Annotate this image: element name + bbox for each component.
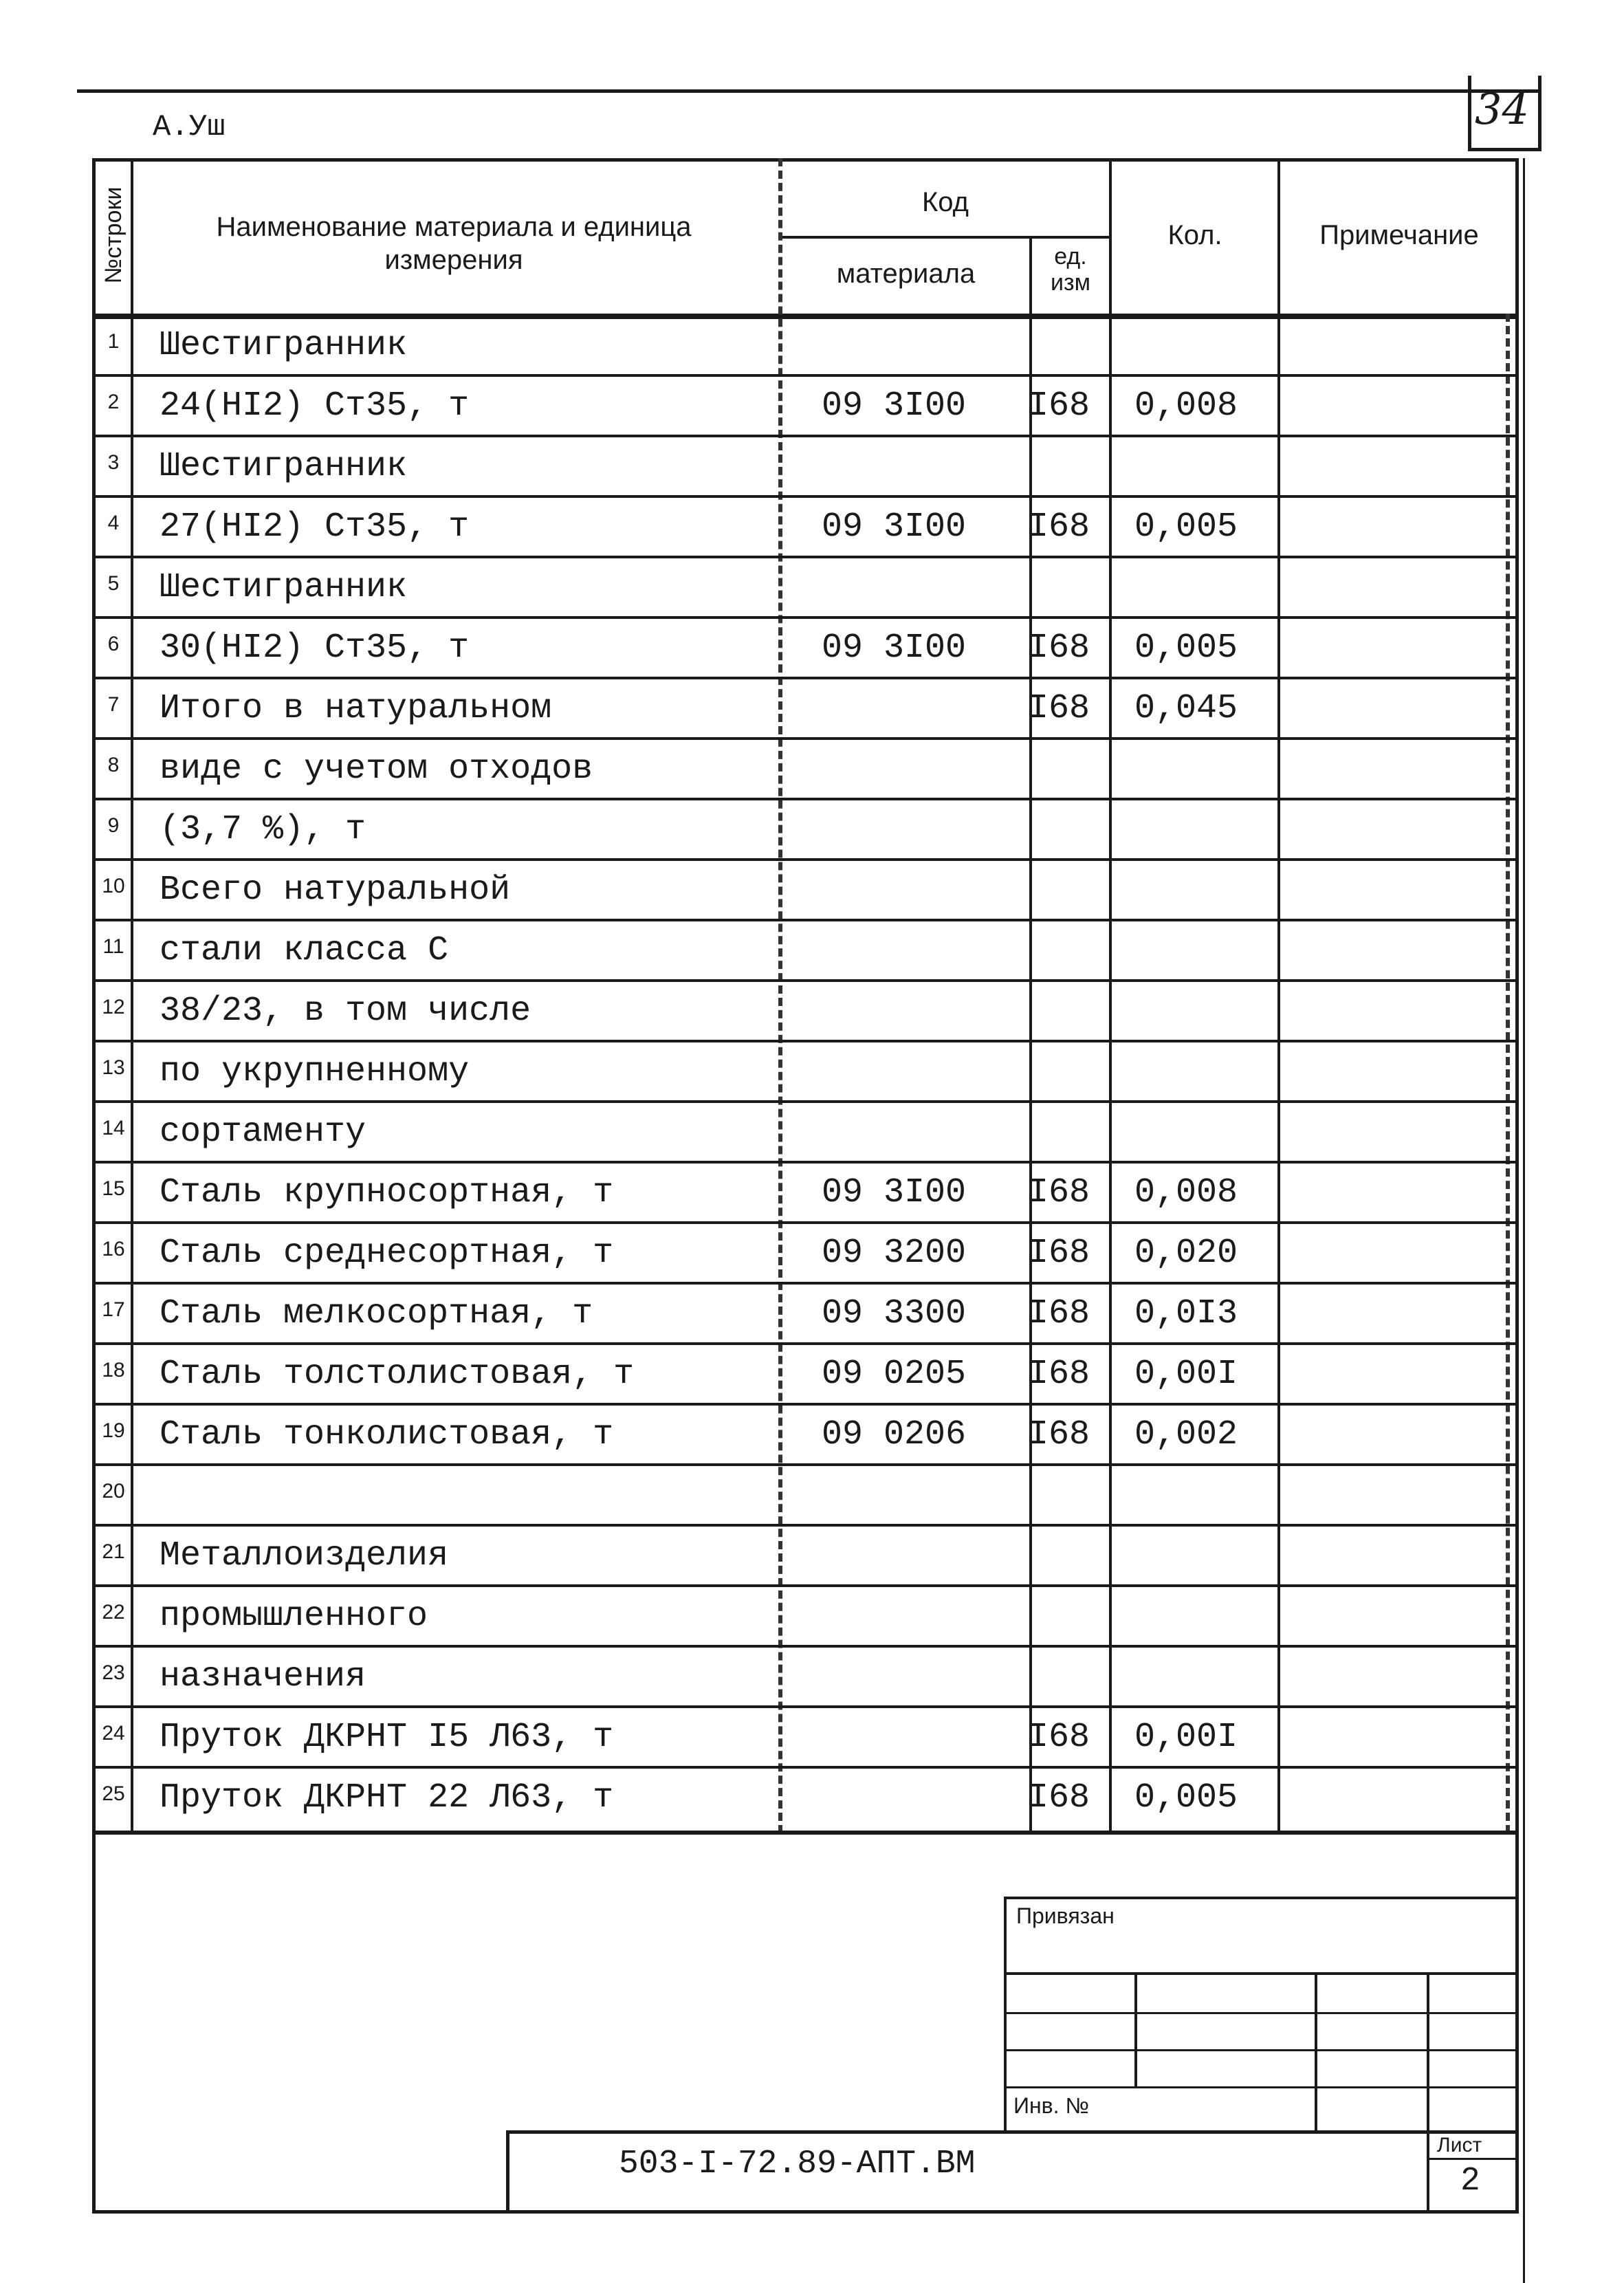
row-number: 21	[102, 1540, 125, 1563]
header-code-group: Код	[921, 187, 969, 217]
material-name: сортаменту	[160, 1113, 366, 1152]
inv-label: Инв. №	[1013, 2093, 1089, 2118]
header-note: Примечание	[1319, 220, 1479, 250]
unit-code: I68	[1027, 386, 1090, 426]
header-code-unit: ед. изм	[1051, 243, 1090, 296]
col-sep-name	[778, 158, 782, 1833]
sheet-box-left	[1427, 2130, 1429, 2213]
material-name: 38/23, в том числе	[160, 992, 531, 1031]
row-number: 8	[107, 754, 120, 776]
material-name: Сталь толстолистовая, т	[160, 1355, 635, 1394]
page-number-box-bottom	[1468, 148, 1541, 151]
top-border	[77, 89, 1541, 93]
material-name: Сталь крупносортная, т	[160, 1173, 614, 1212]
row-line-8	[92, 798, 1519, 800]
material-name: 30(НI2) Ст35, т	[160, 629, 470, 668]
row-line-15	[92, 1221, 1519, 1224]
sheet-box-split	[1427, 2158, 1519, 2160]
row-line-11	[92, 979, 1519, 982]
col-sep-code-unit	[1029, 236, 1032, 1833]
quantity: 0,045	[1134, 689, 1238, 728]
table-bottom	[92, 1831, 1519, 1835]
row-line-14	[92, 1161, 1519, 1164]
row-number: 14	[102, 1117, 125, 1139]
col-sep-qty-note	[1277, 158, 1280, 1833]
frame-left	[92, 158, 96, 2213]
row-number: 13	[102, 1056, 125, 1079]
row-line-20	[92, 1524, 1519, 1527]
row-line-4	[92, 556, 1519, 558]
quantity: 0,005	[1134, 1778, 1238, 1817]
material-name: Пруток ДКРНТ 22 Л63, т	[160, 1778, 614, 1817]
material-name: Сталь среднесортная, т	[160, 1234, 614, 1273]
unit-code: I68	[1027, 629, 1090, 668]
material-code: 09 3300	[821, 1294, 967, 1333]
bound-line-4	[1004, 2086, 1519, 2088]
bound-col-1	[1134, 1972, 1137, 2088]
material-name: 24(НI2) Ст35, т	[160, 386, 470, 426]
row-line-24	[92, 1766, 1519, 1769]
bound-label: Привязан	[1016, 1903, 1115, 1928]
page-number-box-left	[1468, 76, 1471, 151]
unit-code: I68	[1027, 1718, 1090, 1757]
title-left	[506, 2130, 509, 2213]
unit-code: I68	[1027, 1778, 1090, 1817]
row-line-21	[92, 1584, 1519, 1587]
row-number: 5	[107, 572, 120, 595]
quantity: 0,008	[1134, 386, 1238, 426]
material-code: 09 3I00	[821, 507, 967, 547]
row-number: 25	[102, 1782, 125, 1805]
unit-code: I68	[1027, 507, 1090, 547]
material-name: стали класса С	[160, 931, 449, 970]
material-code: 09 3I00	[821, 1173, 967, 1212]
bound-col-2	[1315, 1972, 1317, 2132]
row-number: 2	[107, 391, 120, 413]
row-number: 15	[102, 1177, 125, 1200]
code-header-split	[780, 236, 1110, 239]
material-name: по укрупненному	[160, 1052, 470, 1091]
row-number: 12	[102, 996, 125, 1018]
row-line-22	[92, 1645, 1519, 1648]
material-code: 09 0206	[821, 1415, 967, 1454]
row-line-5	[92, 616, 1519, 619]
material-name: виде с учетом отходов	[160, 750, 593, 789]
row-line-19	[92, 1463, 1519, 1466]
row-line-17	[92, 1342, 1519, 1345]
bound-left	[1004, 1897, 1007, 2132]
row-line-9	[92, 858, 1519, 861]
author-mark: А.Уш	[153, 110, 226, 144]
row-line-3	[92, 495, 1519, 498]
row-number: 22	[102, 1601, 125, 1624]
material-name: промышленного	[160, 1597, 428, 1636]
row-line-13	[92, 1100, 1519, 1103]
material-name: Сталь тонколистовая, т	[160, 1415, 614, 1454]
page-number-box-right	[1538, 76, 1541, 151]
sheet-number: 2	[1460, 2163, 1480, 2200]
row-line-2	[92, 435, 1519, 437]
material-name: Шестигранник	[160, 326, 408, 365]
row-number: 1	[107, 330, 120, 353]
sheet-label: Лист	[1437, 2134, 1482, 2156]
row-number: 24	[102, 1722, 125, 1745]
row-number: 20	[102, 1480, 125, 1503]
row-number: 10	[102, 875, 125, 897]
material-name: Сталь мелкосортная, т	[160, 1294, 593, 1333]
header-name: Наименование материала и единица измерения	[216, 212, 692, 275]
quantity: 0,002	[1134, 1415, 1238, 1454]
unit-code: I68	[1027, 689, 1090, 728]
row-number: 23	[102, 1661, 125, 1684]
frame-bottom	[92, 2210, 1519, 2214]
header-qty: Кол.	[1167, 220, 1222, 250]
material-code: 09 3I00	[821, 386, 967, 426]
material-code: 09 3200	[821, 1234, 967, 1273]
quantity: 0,005	[1134, 507, 1238, 547]
material-code: 09 0205	[821, 1355, 967, 1394]
header-bottom	[92, 314, 1519, 319]
row-number: 3	[107, 451, 120, 474]
frame-right	[1515, 158, 1519, 2213]
bound-line-2	[1004, 2012, 1519, 2014]
header-code-material: материала	[836, 259, 976, 289]
unit-code: I68	[1027, 1415, 1090, 1454]
title-top	[506, 2130, 1519, 2134]
row-line-12	[92, 1040, 1519, 1042]
row-number: 16	[102, 1238, 125, 1260]
row-line-1	[92, 374, 1519, 377]
header-row-no: №строки	[100, 186, 127, 284]
row-line-6	[92, 677, 1519, 679]
unit-code: I68	[1027, 1234, 1090, 1273]
bound-top	[1004, 1897, 1519, 1899]
row-number: 9	[107, 814, 120, 837]
quantity: 0,00I	[1134, 1355, 1238, 1394]
row-line-7	[92, 737, 1519, 740]
unit-code: I68	[1027, 1173, 1090, 1212]
material-name: Шестигранник	[160, 447, 408, 486]
bound-col-3	[1427, 1972, 1429, 2132]
material-name: 27(НI2) Ст35, т	[160, 507, 470, 547]
row-number: 6	[107, 633, 120, 655]
col-note-right	[1506, 314, 1510, 1833]
quantity: 0,00I	[1134, 1718, 1238, 1757]
material-name: Пруток ДКРНТ I5 Л63, т	[160, 1718, 614, 1757]
quantity: 0,005	[1134, 629, 1238, 668]
row-line-18	[92, 1403, 1519, 1406]
row-line-16	[92, 1282, 1519, 1285]
material-name: назначения	[160, 1657, 366, 1696]
unit-code: I68	[1027, 1294, 1090, 1333]
page-corner-number: 34	[1475, 84, 1529, 134]
quantity: 0,020	[1134, 1234, 1238, 1273]
row-number: 4	[107, 512, 120, 534]
row-number: 18	[102, 1359, 125, 1381]
material-name: Всего натуральной	[160, 871, 511, 910]
material-name: Итого в натуральном	[160, 689, 552, 728]
quantity: 0,0I3	[1134, 1294, 1238, 1333]
col-sep-rownum	[131, 158, 133, 1833]
row-line-10	[92, 919, 1519, 921]
bound-line-3	[1004, 2049, 1519, 2051]
material-code: 09 3I00	[821, 629, 967, 668]
row-number: 17	[102, 1298, 125, 1321]
document-code: 503-I-72.89-АПТ.ВМ	[619, 2145, 976, 2183]
unit-code: I68	[1027, 1355, 1090, 1394]
table-top	[92, 158, 1519, 162]
row-number: 7	[107, 693, 120, 716]
quantity: 0,008	[1134, 1173, 1238, 1212]
material-name: Металлоизделия	[160, 1536, 449, 1575]
bound-line-1	[1004, 1972, 1519, 1975]
material-name: (3,7 %), т	[160, 810, 366, 849]
material-name: Шестигранник	[160, 568, 408, 607]
row-number: 19	[102, 1419, 125, 1442]
row-number: 11	[102, 935, 124, 958]
outer-right-edge	[1523, 158, 1525, 2283]
row-line-23	[92, 1705, 1519, 1708]
